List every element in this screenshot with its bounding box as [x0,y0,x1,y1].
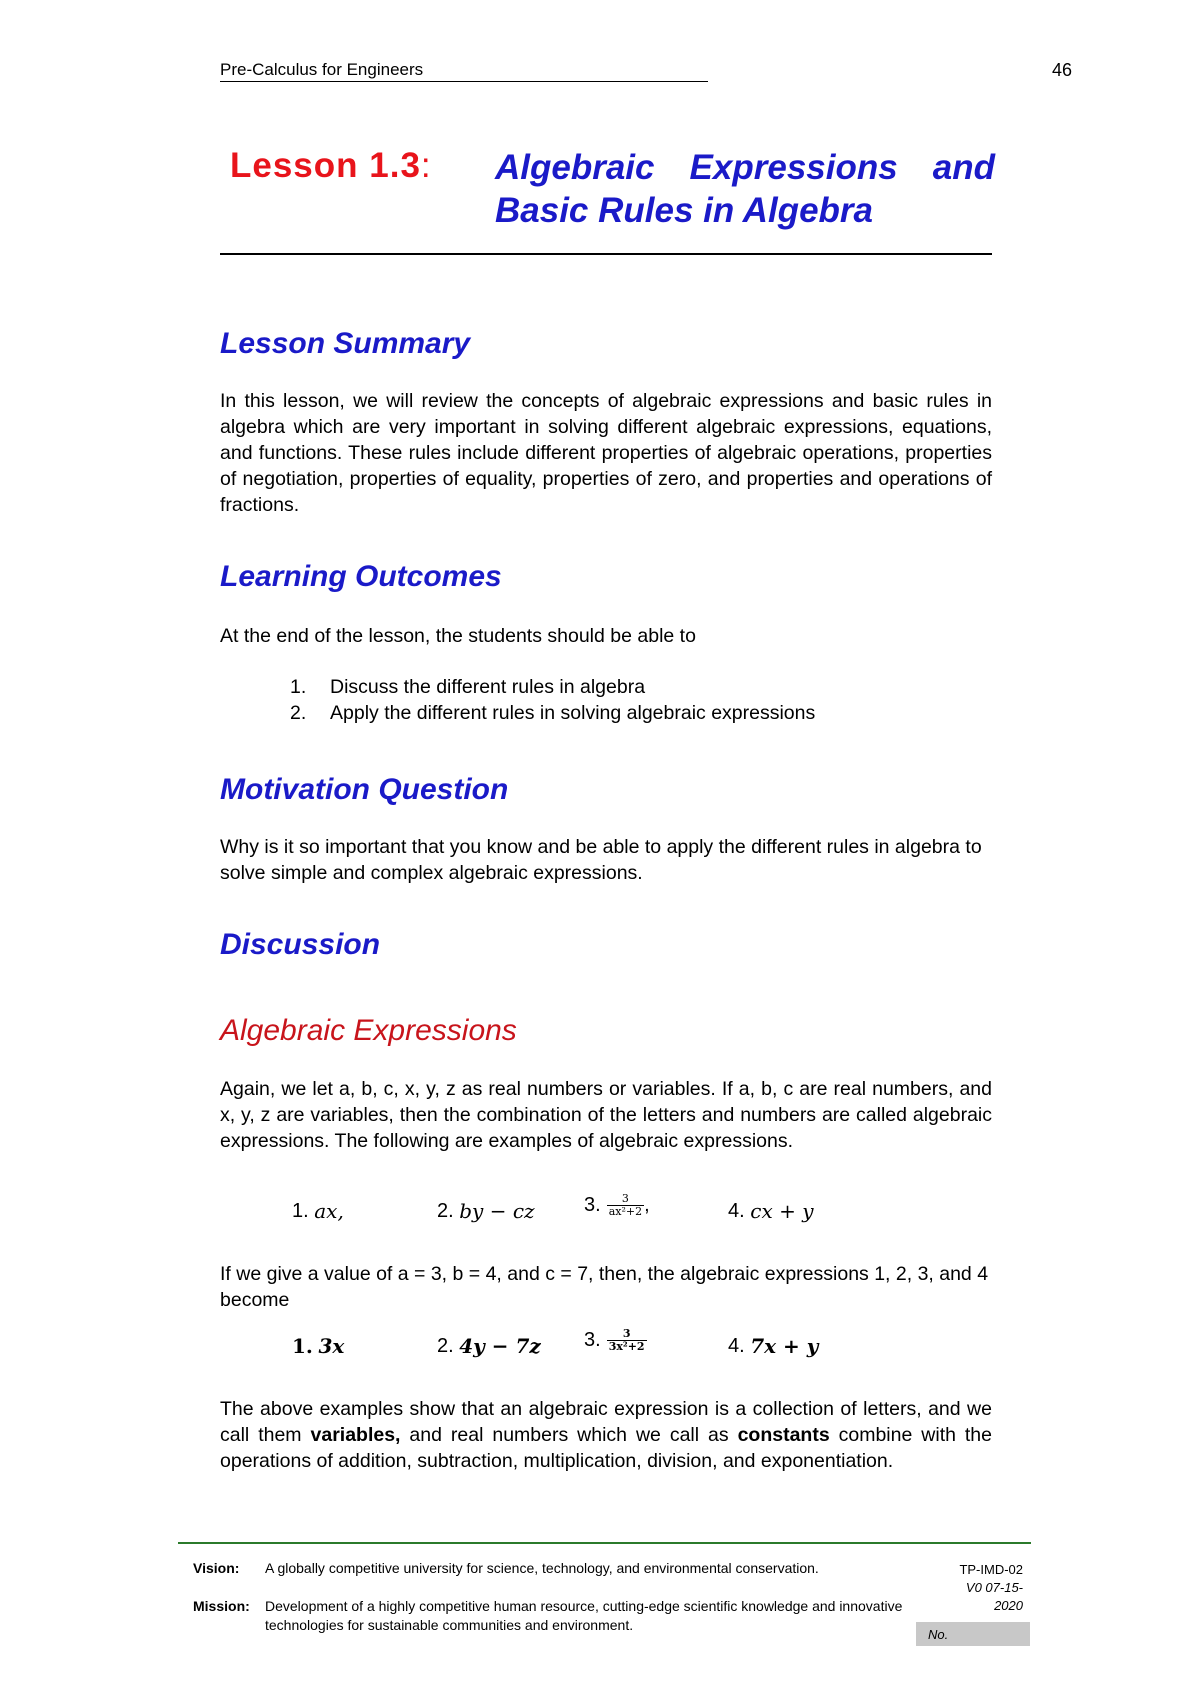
page-number: 46 [1051,60,1072,80]
list-number: 2. [290,702,307,724]
example-number: 2. [437,1199,454,1222]
doc-code: TP-IMD-02 [959,1562,1023,1577]
result-fraction [607,1328,647,1353]
example-3 [584,1193,650,1218]
fraction-numerator: 3 [622,1327,631,1340]
vision-text: A globally competitive university for science, technology, and environmental conservation. [265,1560,819,1576]
example-expression: cx + y [750,1199,814,1223]
document-code [945,1561,1023,1615]
motivation-text: Why is it so important that you know and be able to apply the different rules in algebra to solve simple and complex algebraic expressions. [220,836,982,884]
result-number: 4. [728,1334,745,1357]
result-4 [728,1334,818,1358]
list-number: 1. [290,676,307,698]
result-1 [292,1334,344,1358]
list-text: Discuss the different rules in algebra [330,676,646,698]
term-variables: variables, [310,1424,401,1446]
para-text: combine with the operations of addition, subtraction, multiplication, division, and exponentiation. [220,1424,992,1472]
lesson-title-line2: Basic Rules in Algebra [495,191,873,230]
summary-heading: Lesson Summary [220,327,471,360]
list-item [290,674,815,700]
example-suffix: , [644,1194,650,1216]
example-2 [437,1199,535,1223]
discussion-paragraph-2: If we give a value of a = 3, b = 4, and c = 7, then, the algebraic expressions 1, 2, 3, and 4 become [220,1263,989,1311]
list-text: Apply the different rules in solving algebraic expressions [330,702,816,724]
discussion-heading: Discussion [220,928,381,961]
example-1 [292,1199,344,1223]
title-divider [220,253,992,255]
lesson-title [495,146,995,232]
example-number: 3. [584,1194,601,1216]
outcomes-heading: Learning Outcomes [220,560,502,593]
lesson-title-word: Algebraic [495,148,655,187]
summary-text: In this lesson, we will review the concepts of algebraic expressions and basic rules in algebra which are very important in solving different algebraic expressions, equations, and functions. These rules include different properties of algebraic operations, properties of negotiation, properties of equality, properties of zero, and properties and operations of fractions. [220,390,992,516]
list-item [290,700,815,726]
para-text: The above examples show that an algebraic expression is a collection of letters, and we call them [220,1398,992,1446]
number-label: No. [928,1627,949,1642]
fraction-denominator: 3x²+2 [608,1340,645,1353]
result-number: 3. [584,1329,601,1351]
lesson-number: Lesson 1.3 [230,146,421,185]
mission-label: Mission: [193,1598,250,1614]
doc-year: 2020 [994,1598,1023,1613]
term-constants: constants [737,1424,830,1446]
lesson-title-word: Expressions [689,148,898,187]
example-fraction [607,1193,644,1218]
result-number: 2. [437,1334,454,1357]
outcomes-list [290,674,815,726]
vision-label: Vision: [193,1560,240,1576]
doc-version: V0 07-15- [965,1580,1023,1595]
result-expression: 4y − 7z [459,1334,541,1358]
result-number: 1. [292,1334,313,1358]
para-text: and real numbers which we call as [400,1424,738,1446]
discussion-paragraph-1: Again, we let a, b, c, x, y, z as real numbers or variables. If a, b, c are real numbers, and x, y, z are variables, then the combination of the letters and numbers are called algebraic expressions. The following are examples of algebraic expressions. [220,1078,992,1152]
lesson-title-word: and [932,148,995,187]
lesson-label [230,146,432,186]
example-4 [728,1199,814,1223]
running-header-title: Pre-Calculus for Engineers [220,60,708,82]
fraction-denominator: ax²+2 [608,1205,643,1218]
result-2 [437,1334,541,1358]
example-expression: ax, [314,1199,344,1223]
lesson-colon: : [420,146,432,185]
discussion-paragraph-3 [220,1396,992,1474]
motivation-heading: Motivation Question [220,773,509,806]
example-number: 4. [728,1199,745,1222]
outcomes-intro: At the end of the lesson, the students should be able to [220,625,696,647]
example-expression: by − cz [459,1199,535,1223]
number-box [916,1622,1030,1646]
result-expression: 7x + y [750,1334,819,1358]
result-expression: 3x [318,1334,345,1358]
result-3 [584,1328,647,1353]
fraction-numerator: 3 [621,1192,629,1205]
mission-text: Development of a highly competitive human resource, cutting-edge scientific knowledge and innovative technologies for sustainable communities and environment. [265,1598,903,1633]
algebraic-expressions-subheading: Algebraic Expressions [220,1014,517,1047]
example-number: 1. [292,1199,309,1222]
footer-divider [178,1542,1031,1544]
